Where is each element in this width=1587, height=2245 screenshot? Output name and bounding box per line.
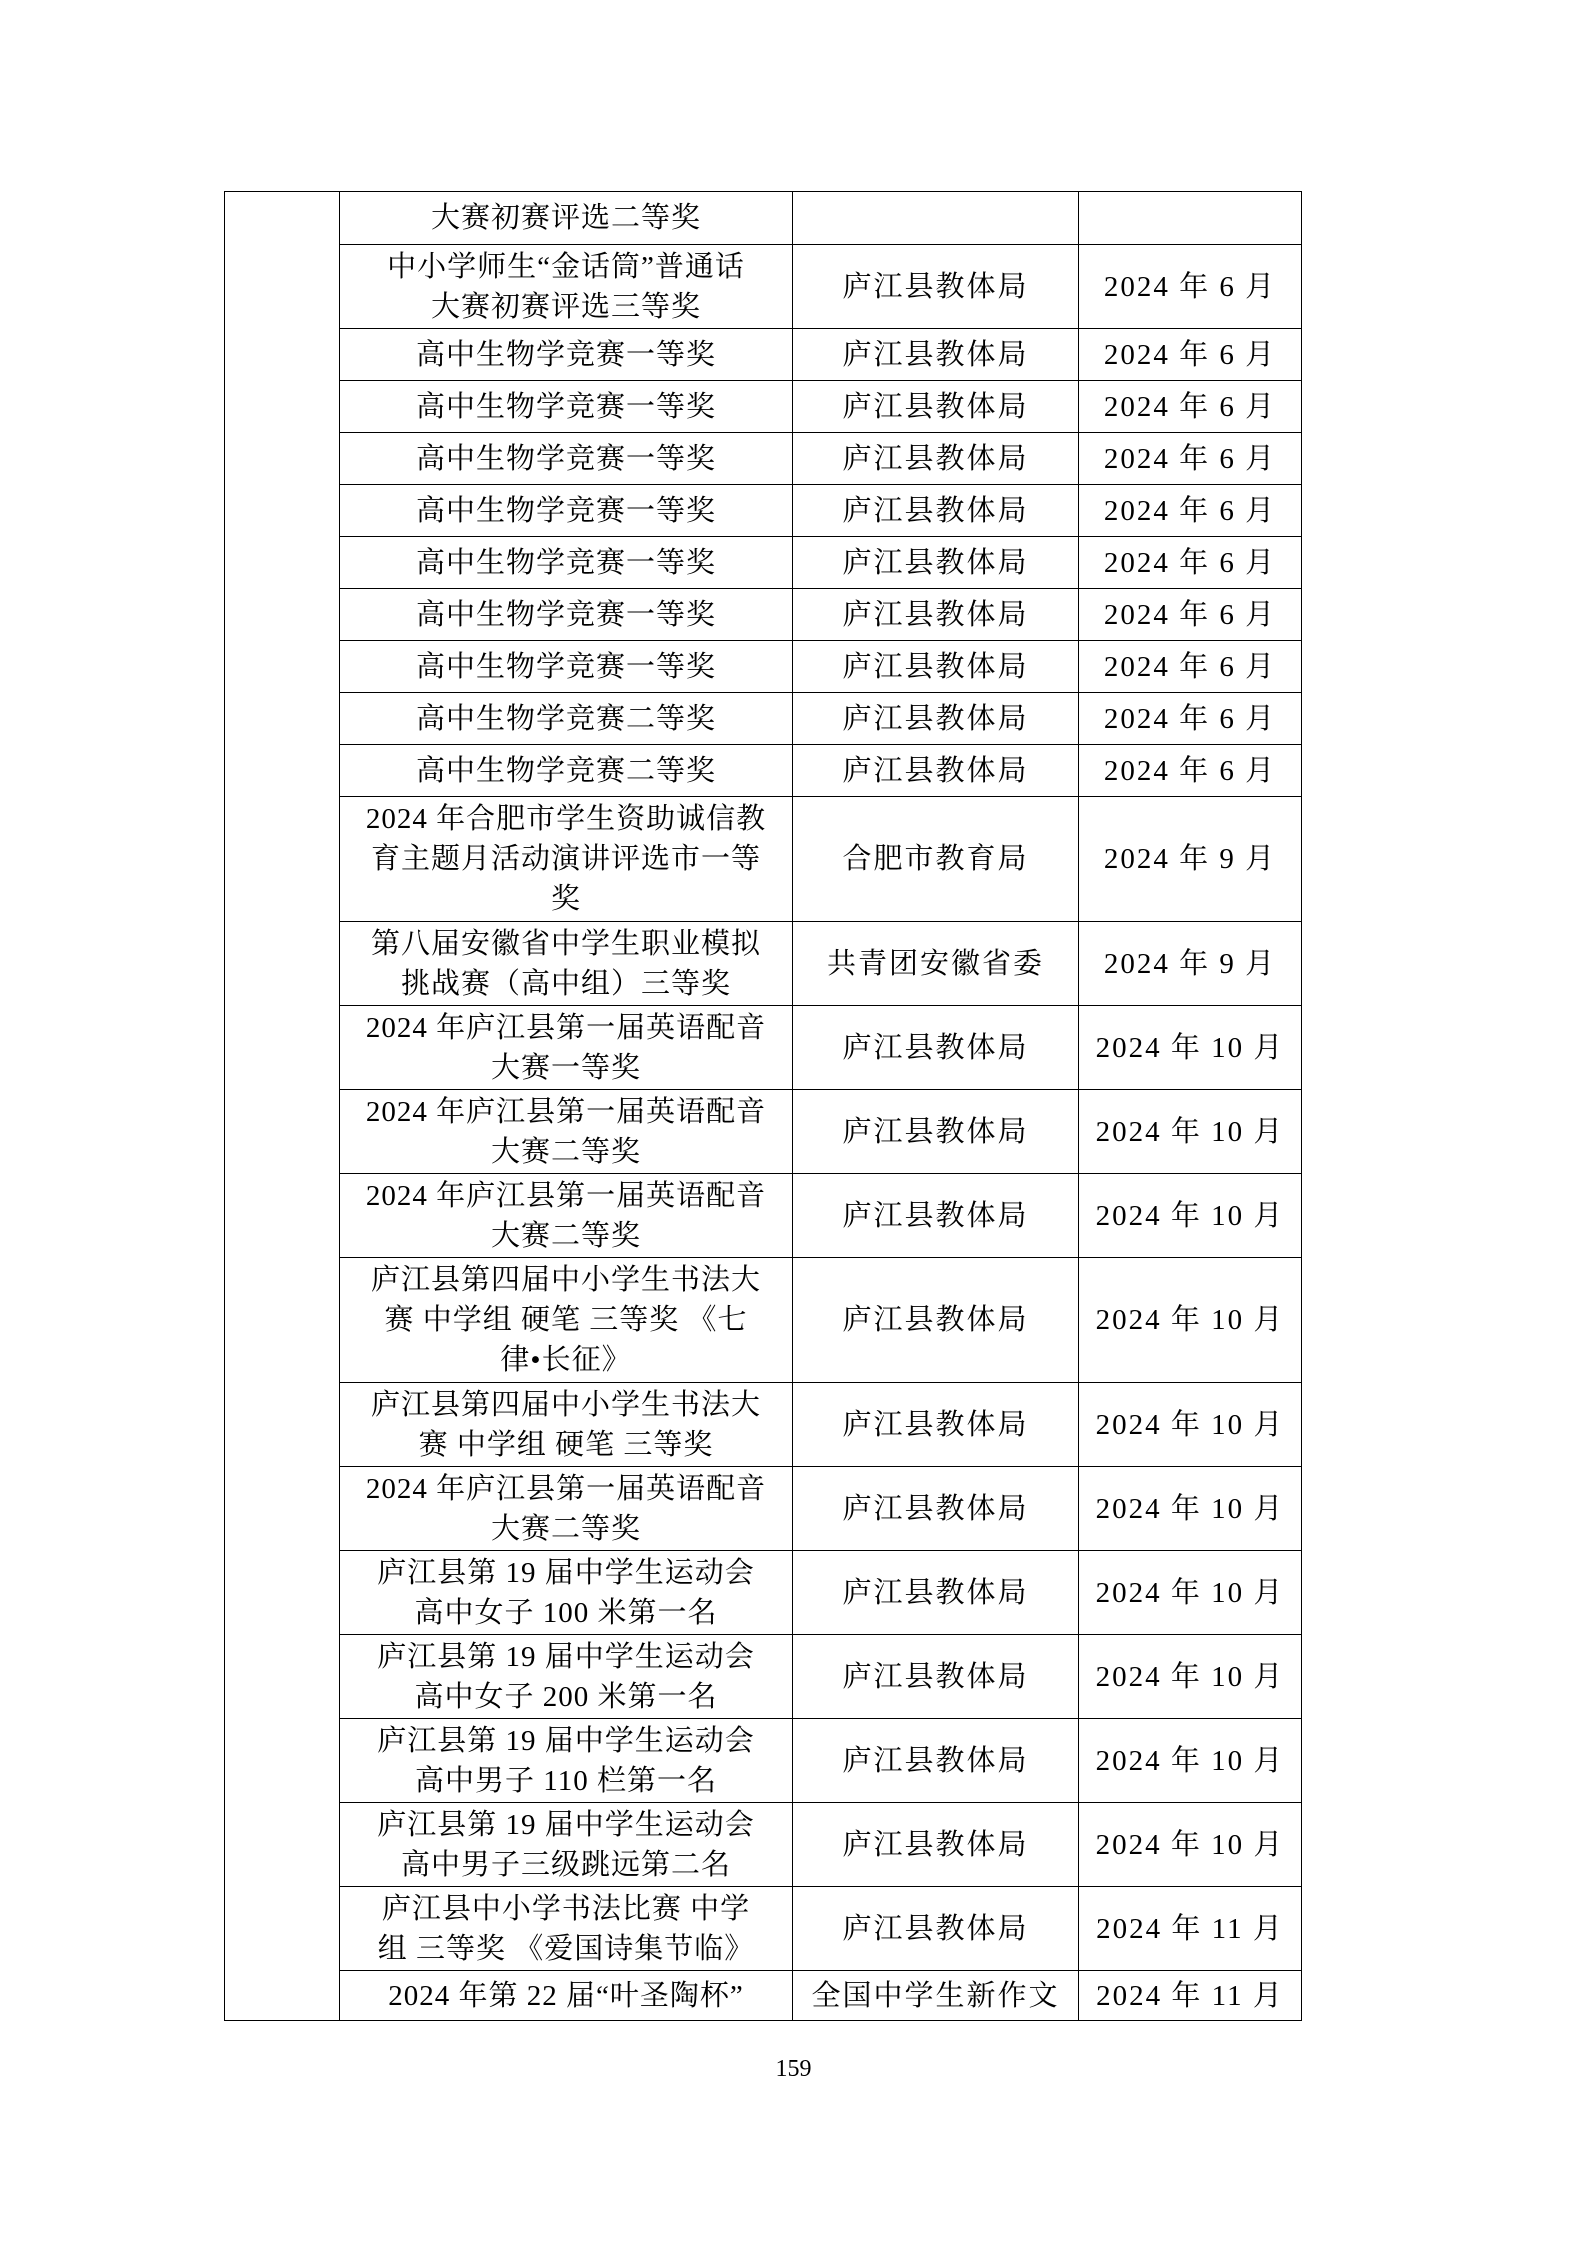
award-name-cell: 庐江县第 19 届中学生运动会 高中女子 200 米第一名	[340, 1635, 793, 1719]
date-cell: 2024 年 10 月	[1079, 1174, 1302, 1258]
date-cell: 2024 年 6 月	[1079, 641, 1302, 693]
date-cell: 2024 年 6 月	[1079, 589, 1302, 641]
award-name-cell: 庐江县第四届中小学生书法大 赛 中学组 硬笔 三等奖 《七 律•长征》	[340, 1258, 793, 1383]
table-row	[225, 1971, 1302, 2021]
date-cell: 2024 年 11 月	[1079, 1887, 1302, 1971]
award-name-cell: 2024 年庐江县第一届英语配音 大赛二等奖	[340, 1090, 793, 1174]
issuer-cell: 庐江县教体局	[793, 1719, 1079, 1803]
award-name-cell: 2024 年庐江县第一届英语配音 大赛一等奖	[340, 1006, 793, 1090]
table-row	[225, 537, 1302, 589]
table-row	[225, 797, 1302, 922]
issuer-cell: 庐江县教体局	[793, 1090, 1079, 1174]
date-cell: 2024 年 10 月	[1079, 1006, 1302, 1090]
table-row	[225, 1383, 1302, 1467]
issuer-cell: 庐江县教体局	[793, 1174, 1079, 1258]
issuer-cell: 庐江县教体局	[793, 485, 1079, 537]
award-name-cell: 第八届安徽省中学生职业模拟 挑战赛（高中组）三等奖	[340, 922, 793, 1006]
table-row	[225, 1006, 1302, 1090]
date-cell: 2024 年 6 月	[1079, 329, 1302, 381]
award-name-cell: 高中生物学竞赛一等奖	[340, 537, 793, 589]
issuer-cell: 庐江县教体局	[793, 1258, 1079, 1383]
table-row	[225, 1635, 1302, 1719]
table-row	[225, 1174, 1302, 1258]
award-name-cell: 庐江县第 19 届中学生运动会 高中男子三级跳远第二名	[340, 1803, 793, 1887]
issuer-cell	[793, 192, 1079, 245]
issuer-cell: 庐江县教体局	[793, 381, 1079, 433]
award-name-cell: 庐江县第 19 届中学生运动会 高中女子 100 米第一名	[340, 1551, 793, 1635]
table-row	[225, 745, 1302, 797]
table-row	[225, 1719, 1302, 1803]
award-name-cell: 高中生物学竞赛一等奖	[340, 485, 793, 537]
issuer-cell: 庐江县教体局	[793, 1887, 1079, 1971]
table-row	[225, 1551, 1302, 1635]
date-cell: 2024 年 9 月	[1079, 922, 1302, 1006]
issuer-cell: 庐江县教体局	[793, 745, 1079, 797]
issuer-cell: 庐江县教体局	[793, 1383, 1079, 1467]
issuer-cell: 庐江县教体局	[793, 329, 1079, 381]
table-row	[225, 245, 1302, 329]
date-cell: 2024 年 6 月	[1079, 381, 1302, 433]
date-cell: 2024 年 10 月	[1079, 1090, 1302, 1174]
table-row	[225, 1887, 1302, 1971]
table-row	[225, 1258, 1302, 1383]
table-row	[225, 192, 1302, 245]
table-row	[225, 641, 1302, 693]
issuer-cell: 庐江县教体局	[793, 1803, 1079, 1887]
issuer-cell: 庐江县教体局	[793, 1635, 1079, 1719]
date-cell: 2024 年 11 月	[1079, 1971, 1302, 2021]
date-cell: 2024 年 6 月	[1079, 537, 1302, 589]
award-name-cell: 高中生物学竞赛二等奖	[340, 693, 793, 745]
award-name-cell: 高中生物学竞赛一等奖	[340, 381, 793, 433]
table-row	[225, 433, 1302, 485]
award-name-cell: 庐江县第四届中小学生书法大 赛 中学组 硬笔 三等奖	[340, 1383, 793, 1467]
issuer-cell: 全国中学生新作文	[793, 1971, 1079, 2021]
award-name-cell: 2024 年庐江县第一届英语配音 大赛二等奖	[340, 1467, 793, 1551]
award-name-cell: 高中生物学竞赛一等奖	[340, 641, 793, 693]
award-name-cell: 中小学师生“金话筒”普通话 大赛初赛评选三等奖	[340, 245, 793, 329]
table-row	[225, 1803, 1302, 1887]
table-row	[225, 1090, 1302, 1174]
date-cell: 2024 年 6 月	[1079, 693, 1302, 745]
issuer-cell: 共青团安徽省委	[793, 922, 1079, 1006]
date-cell: 2024 年 10 月	[1079, 1258, 1302, 1383]
table-row	[225, 381, 1302, 433]
date-cell: 2024 年 10 月	[1079, 1383, 1302, 1467]
award-name-cell: 高中生物学竞赛一等奖	[340, 433, 793, 485]
date-cell: 2024 年 10 月	[1079, 1551, 1302, 1635]
table-row	[225, 329, 1302, 381]
date-cell: 2024 年 10 月	[1079, 1467, 1302, 1551]
date-cell: 2024 年 10 月	[1079, 1803, 1302, 1887]
date-cell: 2024 年 6 月	[1079, 245, 1302, 329]
table-row	[225, 693, 1302, 745]
award-name-cell: 高中生物学竞赛一等奖	[340, 329, 793, 381]
page-number: 159	[775, 2056, 812, 2082]
issuer-cell: 庐江县教体局	[793, 433, 1079, 485]
date-cell	[1079, 192, 1302, 245]
issuer-cell: 庐江县教体局	[793, 1467, 1079, 1551]
award-name-cell: 2024 年庐江县第一届英语配音 大赛二等奖	[340, 1174, 793, 1258]
award-name-cell: 2024 年第 22 届“叶圣陶杯”	[340, 1971, 793, 2021]
issuer-cell: 庐江县教体局	[793, 1551, 1079, 1635]
award-name-cell: 庐江县中小学书法比赛 中学 组 三等奖 《爱国诗集节临》	[340, 1887, 793, 1971]
date-cell: 2024 年 9 月	[1079, 797, 1302, 922]
issuer-cell: 庐江县教体局	[793, 693, 1079, 745]
date-cell: 2024 年 10 月	[1079, 1719, 1302, 1803]
date-cell: 2024 年 6 月	[1079, 485, 1302, 537]
blank-category-cell	[225, 192, 340, 2021]
issuer-cell: 庐江县教体局	[793, 589, 1079, 641]
table-row	[225, 589, 1302, 641]
award-name-cell: 2024 年合肥市学生资助诚信教 育主题月活动演讲评选市一等 奖	[340, 797, 793, 922]
table-row	[225, 1467, 1302, 1551]
award-name-cell: 庐江县第 19 届中学生运动会 高中男子 110 栏第一名	[340, 1719, 793, 1803]
award-name-cell: 高中生物学竞赛二等奖	[340, 745, 793, 797]
award-name-cell: 大赛初赛评选二等奖	[340, 192, 793, 245]
date-cell: 2024 年 6 月	[1079, 745, 1302, 797]
award-name-cell: 高中生物学竞赛一等奖	[340, 589, 793, 641]
award-table	[224, 191, 1302, 2021]
date-cell: 2024 年 6 月	[1079, 433, 1302, 485]
issuer-cell: 合肥市教育局	[793, 797, 1079, 922]
issuer-cell: 庐江县教体局	[793, 245, 1079, 329]
issuer-cell: 庐江县教体局	[793, 1006, 1079, 1090]
issuer-cell: 庐江县教体局	[793, 537, 1079, 589]
date-cell: 2024 年 10 月	[1079, 1635, 1302, 1719]
table-row	[225, 922, 1302, 1006]
table-row	[225, 485, 1302, 537]
issuer-cell: 庐江县教体局	[793, 641, 1079, 693]
